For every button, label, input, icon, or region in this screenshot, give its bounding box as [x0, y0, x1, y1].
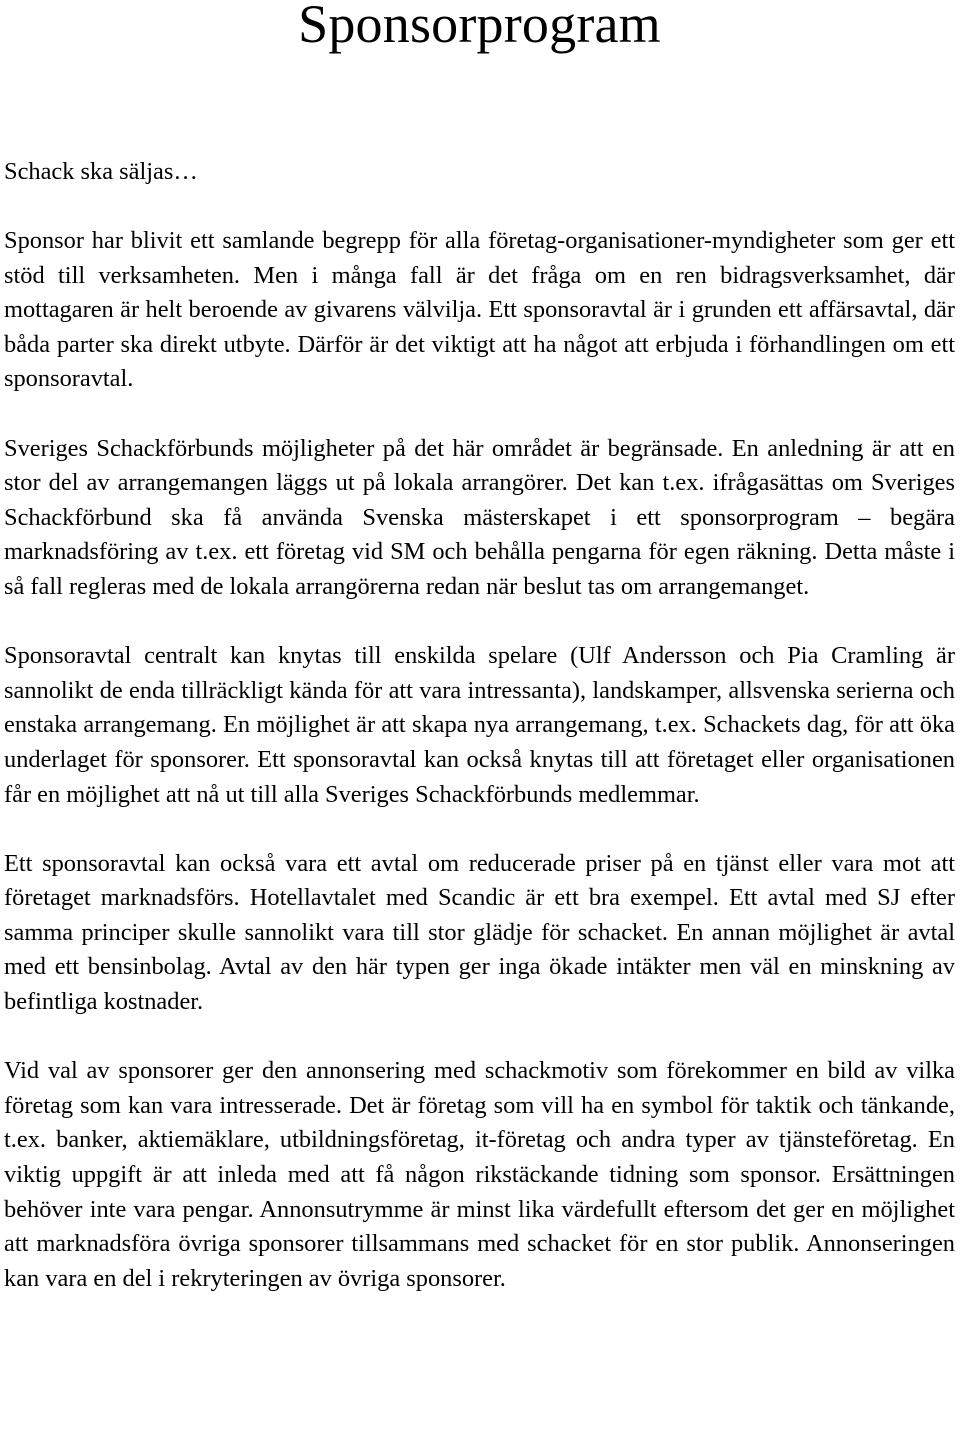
paragraph-5: Vid val av sponsorer ger den annonsering med schackmotiv som förekommer en bild av vilka företag som kan vara intresserade. Det är företag som vill ha en symbol för taktik och tänkande, t.ex. banker, aktiemäklare, utbildningsföretag, it-företag och andra typer av tjänsteföretag. En viktig uppgift är att inleda med att få någon rikstäckande tidning som sponsor. Ersättningen behöver inte vara pengar. Annonsutrymme är minst lika värdefullt eftersom det ger en möjlighet att marknadsföra övriga sponsorer tillsammans med schacket för en stor publik. Annonseringen kan vara en del i rekryteringen av övriga sponsorer. — [4, 1057, 955, 1292]
page-title: Sponsorprogram — [298, 0, 661, 54]
paragraph-1: Sponsor har blivit ett samlande begrepp för alla företag-organisationer-myndigheter som ger ett stöd till verksamheten. Men i många fall är det fråga om en ren bidragsverksamhet, där mottagaren är helt beroende av givarens välvilja. Ett sponsoravtal är i grunden ett affärsavtal, där båda parter ska direkt utbyte. Därför är det viktigt att ha något att erbjuda i förhandlingen om ett sponsoravtal. — [4, 227, 955, 393]
paragraph-3: Sponsoravtal centralt kan knytas till enskilda spelare (Ulf Andersson och Pia Cramling är sannolikt de enda tillräckligt kända för att vara intressanta), landskamper, allsvenska serierna och enstaka arrangemang. En möjlighet är att skapa nya arrangemang, t.ex. Schackets dag, för att öka underlaget för sponsorer. Ett sponsoravtal kan också knytas till att företaget eller organisationen får en möjlighet att nå ut till alla Sveriges Schackförbunds medlemmar. — [4, 642, 955, 808]
lead-text: Schack ska säljas… — [4, 158, 198, 185]
paragraph-2: Sveriges Schackförbunds möjligheter på det här området är begränsade. En anledning är att en stor del av arrangemangen läggs ut på lokala arrangörer. Det kan t.ex. ifrågasättas om Sveriges Schackförbund ska få använda Svenska mästerskapet i ett sponsorprogram – begära marknadsföring av t.ex. ett företag vid SM och behålla pengarna för egen räkning. Detta måste i så fall regleras med de lokala arrangörerna redan när beslut tas om arrangemanget. — [4, 434, 955, 600]
body-text — [4, 224, 955, 1296]
paragraph-4: Ett sponsoravtal kan också vara ett avtal om reducerade priser på en tjänst eller vara mot att företaget marknadsförs. Hotellavtalet med Scandic är ett bra exempel. Ett avtal med SJ efter samma principer skulle sannolikt vara till stor glädje för schacket. En annan möjlighet är avtal med ett bensinbolag. Avtal av den här typen ger inga ökade intäkter men väl en minskning av befintliga kostnader. — [4, 849, 955, 1016]
